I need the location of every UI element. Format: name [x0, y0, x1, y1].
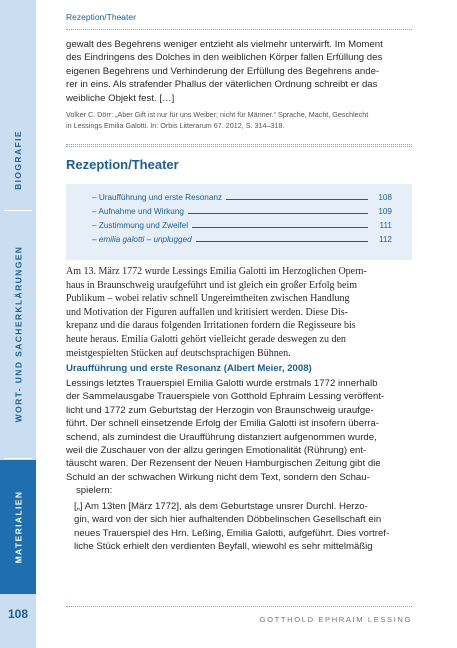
text-line: des Eindringens des Dolches in den weiblichen Körper fallen Erfüllung des [66, 52, 383, 64]
text-line: täuscht waren. Der Rezensent der Neuen Hamburgischen Zeitung gibt die [66, 458, 381, 470]
text-line: weil die Zuschauer von der allzu geringen Emotionalität (Rührung) ent- [66, 445, 367, 457]
sidebar-tab-label: MATERIALIEN [13, 490, 24, 564]
toc-entry-label: – emilia galotti – unplugged [92, 234, 192, 244]
text-line: führt. Der schnell einsetzende Erfolg der Emilia Galotti ist insofern überra- [66, 418, 380, 430]
sidebar-tab-label: WORT- UND SACHERKLÄRUNGEN [13, 245, 24, 423]
toc-entry-label: – Aufnahme und Wirkung [92, 206, 184, 216]
toc-leader [188, 213, 368, 214]
toc-entry[interactable] [92, 205, 392, 217]
text-line: Schuld an der schwachen Wirkung nicht dem Text, sondern den Schau- [66, 471, 370, 483]
sidebar-divider [4, 458, 32, 459]
toc-leader [196, 241, 368, 242]
text-line: weibliche Objekt fest. […] [66, 92, 175, 104]
text-line: neues Trauerspiel des Hrn. Leßing, Emilia Galotti, aufgeführt. Dies vortref- [74, 527, 390, 539]
toc-entry-page: 108 [378, 192, 392, 202]
text-line: eigenen Begehrens und Verhinderung der Erfüllung des Begehrens ande- [66, 65, 380, 77]
text-line: liche Stück erhielt den verdienten Beyfall, wiewohl es sehr mittelmäßig [74, 541, 373, 553]
sidebar-tab-materialien[interactable] [0, 460, 36, 594]
header-dotted-rule [66, 29, 412, 30]
toc-entry[interactable] [92, 191, 392, 203]
sidebar [0, 0, 36, 648]
toc-entry[interactable] [92, 233, 392, 245]
text-line: licht und 1772 zum Geburtstag der Herzogin von Braunschweig uraufge- [66, 404, 374, 416]
running-head: Rezeption/Theater [66, 12, 136, 22]
text-line: gewalt des Begehrens weniger entzieht als vielmehr unterwirft. Im Moment [66, 39, 383, 50]
text-line: Am 13. März 1772 wurde Lessings Emilia Galotti im Herzoglichen Opern- [66, 266, 367, 277]
page-number: 108 [7, 607, 29, 621]
text-line: spielern: [76, 485, 113, 497]
review-quote [74, 500, 412, 554]
footer-book-title: GOTTHOLD EPHRAIM LESSING [259, 615, 412, 624]
text-line: der Sammelausgabe Trauerspiele von Gotthold Ephraim Lessing veröffent- [66, 391, 385, 403]
toc-leader [226, 199, 368, 200]
text-line: krepanz und die daraus folgenden Irritationen fordern die Regisseure bis [66, 320, 356, 332]
text-line: [„] Am 13ten [März 1772], als dem Geburtstage unsrer Durchl. Herzo- [74, 501, 368, 512]
subsection-title: Uraufführung und erste Resonanz (Albert Meier, 2008) [66, 363, 312, 374]
text-line: schend, als zumindest die Uraufführung distanziert aufgenommen wurde, [66, 431, 377, 443]
toc-entry-label: – Zustimmung und Zweifel [92, 220, 189, 230]
section-dotted-rule [66, 146, 412, 147]
text-line: rer in eins. Als strafender Phallus der väterlichen Ordnung schreibt er das [66, 79, 378, 91]
section-title: Rezeption/Theater [66, 157, 179, 172]
text-line: gin, ward von der sich hier aufhaltenden Döbbelinschen Gesellschaft ein [74, 514, 382, 526]
citation [66, 110, 412, 132]
section-dotted-rule [66, 144, 412, 145]
toc-entry[interactable] [92, 219, 392, 231]
sidebar-tab-wort-und-sacherklaerungen[interactable] [0, 212, 36, 456]
text-line: Publikum – wobei relativ schnell Ungereimtheiten zwischen Handlung [66, 293, 350, 305]
toc-entry-label: – Uraufführung und erste Resonanz [92, 192, 223, 202]
toc-entry-page: 112 [378, 234, 392, 244]
intro-paragraph [66, 265, 412, 360]
text-line: haus in Braunschweig uraufgeführt und ist gleich ein großer Erfolg beim [66, 279, 358, 291]
sidebar-divider [4, 210, 32, 211]
quote-paragraph [66, 38, 412, 105]
toc-entry-page: 109 [378, 206, 392, 216]
citation-line: in Lessings Emilia Galotti. In: Orbis Litterarum 67. 2012, S. 314–318. [66, 120, 285, 130]
text-line: meistgespielten Stücken auf deutschsprachigen Bühnen. [66, 347, 291, 359]
toc-entry-page: 111 [379, 220, 392, 230]
citation-line: Volker C. Dörr: „Aber Gift ist nur für uns Weiber; nicht für Männer.“ Sprache, Macht, Geschlecht [66, 110, 369, 119]
section-toc [66, 184, 412, 260]
sidebar-tab-label: BIOGRAFIE [13, 130, 24, 190]
footer-dotted-rule [66, 606, 412, 607]
text-line: und Motivation der Figuren auffallen und kritisiert werden. Diese Dis- [66, 306, 348, 318]
meier-paragraph [66, 377, 412, 498]
page-number-box [0, 600, 36, 628]
text-line: heute heraus. Emilia Galotti gehört vielleicht gerade deswegen zu den [66, 333, 346, 345]
sidebar-tab-biografie[interactable] [0, 112, 36, 208]
toc-leader [192, 227, 368, 228]
text-line: Lessings letztes Trauerspiel Emilia Galotti wurde erstmals 1772 innerhalb [66, 378, 378, 389]
